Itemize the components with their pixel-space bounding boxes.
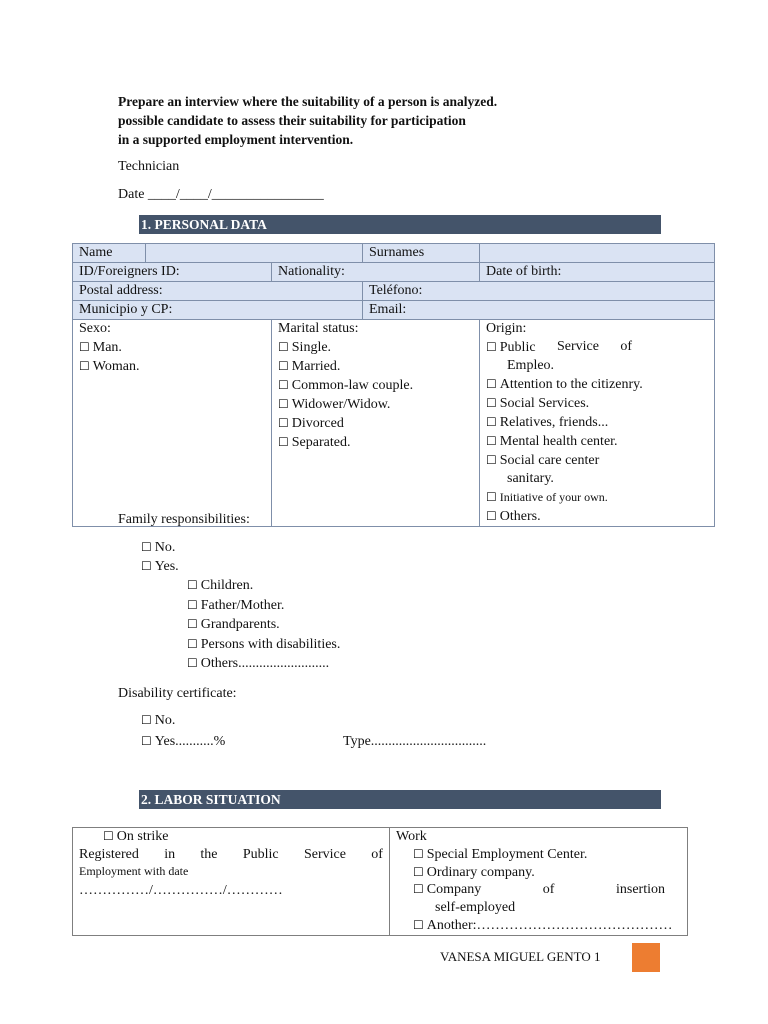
intro-line: possible candidate to assess their suitability for participation <box>118 113 466 128</box>
checkbox-icon[interactable]: ☐ <box>413 864 424 879</box>
checkbox-icon[interactable]: ☐ <box>79 359 90 373</box>
option-label: Grandparents. <box>200 617 280 632</box>
page-accent-box <box>632 943 660 972</box>
option-label: Yes...........% <box>154 734 226 749</box>
option-label: Service <box>556 339 599 354</box>
checkbox-option[interactable] <box>486 507 632 526</box>
option-label: Company <box>426 882 482 898</box>
checkbox-option[interactable] <box>141 713 175 729</box>
option-label: Mental health center. <box>499 434 618 449</box>
marital-cell <box>272 320 480 527</box>
option-label: Others.......................... <box>200 656 330 671</box>
intro-line: in a supported employment intervention. <box>118 132 354 147</box>
checkbox-option[interactable] <box>278 395 473 414</box>
checkbox-icon[interactable]: ☐ <box>278 340 289 354</box>
municipio-label: Municipio y CP: <box>73 301 363 320</box>
checkbox-option[interactable] <box>278 357 473 376</box>
intro-line: Prepare an interview where the suitability of a person is analyzed. <box>118 94 498 109</box>
checkbox-icon[interactable]: ☐ <box>187 637 198 651</box>
origin-label: Origin: <box>486 321 527 336</box>
checkbox-icon[interactable]: ☐ <box>413 917 424 932</box>
disability-label: Disability certificate: <box>118 686 237 701</box>
word: of <box>371 846 383 862</box>
checkbox-icon[interactable]: ☐ <box>141 559 152 573</box>
date-label: Date ____/____/________________ <box>118 187 324 202</box>
checkbox-option[interactable] <box>486 451 632 470</box>
technician-label: Technician <box>118 159 180 174</box>
checkbox-icon[interactable]: ☐ <box>187 617 198 631</box>
checkbox-option[interactable] <box>278 338 473 357</box>
checkbox-option[interactable] <box>278 414 473 433</box>
dob-label: Date of birth: <box>480 263 715 282</box>
word: the <box>200 846 218 862</box>
origin-cell <box>480 320 715 527</box>
option-label: Married. <box>291 359 341 374</box>
option-label: Children. <box>200 578 254 593</box>
email-label: Email: <box>363 301 715 320</box>
option-label: Special Employment Center. <box>426 846 588 862</box>
option-label: Public <box>499 340 536 355</box>
option-label: Divorced <box>291 416 344 431</box>
option-continuation: self-employed <box>435 900 516 916</box>
employment-with-date-label: Employment with date <box>79 863 189 878</box>
option-label: Woman. <box>92 359 140 374</box>
word: Service <box>303 846 346 862</box>
sex-label: Sexo: <box>79 321 111 336</box>
checkbox-icon[interactable]: ☐ <box>486 509 497 523</box>
option-label: Social care center <box>499 453 600 468</box>
checkbox-icon[interactable]: ☐ <box>103 829 114 843</box>
checkbox-option[interactable] <box>486 375 643 394</box>
checkbox-icon[interactable]: ☐ <box>187 578 198 592</box>
checkbox-icon[interactable]: ☐ <box>187 598 198 612</box>
option-label: Attention to the citizenry. <box>499 377 643 392</box>
option-label: Ordinary company. <box>426 864 535 880</box>
checkbox-option[interactable] <box>278 433 473 452</box>
checkbox-icon[interactable]: ☐ <box>486 490 497 504</box>
checkbox-option[interactable] <box>486 488 632 507</box>
phone-label: Teléfono: <box>363 282 715 301</box>
labor-situation-table <box>72 827 688 936</box>
word: Public <box>242 846 279 862</box>
option-label: Another:…………………………………… <box>426 917 673 933</box>
word: in <box>164 846 176 862</box>
footer-author: VANESA MIGUEL GENTO 1 <box>440 949 601 964</box>
option-continuation: Empleo. <box>507 358 555 373</box>
option-label: Others. <box>499 509 541 524</box>
option-label: Persons with disabilities. <box>200 637 341 652</box>
checkbox-icon[interactable]: ☐ <box>79 340 90 354</box>
checkbox-option[interactable] <box>396 917 681 935</box>
checkbox-option[interactable] <box>141 734 225 750</box>
checkbox-icon[interactable]: ☐ <box>278 416 289 430</box>
checkbox-option[interactable] <box>187 617 280 633</box>
option-label: No. <box>154 540 176 555</box>
option-label: Initiative of your own. <box>499 490 608 504</box>
intro-text <box>118 92 578 149</box>
postal-address-label: Postal address: <box>73 282 363 301</box>
option-label: insertion <box>615 882 665 898</box>
checkbox-icon[interactable]: ☐ <box>486 396 497 410</box>
checkbox-option[interactable] <box>141 540 175 556</box>
checkbox-icon[interactable]: ☐ <box>486 434 497 448</box>
section-labor-situation-title: 2. LABOR SITUATION <box>139 790 661 809</box>
checkbox-icon[interactable]: ☐ <box>486 453 497 467</box>
checkbox-option[interactable] <box>79 338 265 357</box>
surnames-label: Surnames <box>363 244 480 263</box>
checkbox-option[interactable] <box>187 656 329 672</box>
checkbox-option[interactable] <box>79 828 383 846</box>
family-label: Family responsibilities: <box>118 512 250 527</box>
checkbox-icon[interactable]: ☐ <box>413 882 424 897</box>
option-label: Separated. <box>291 435 351 450</box>
checkbox-icon[interactable]: ☐ <box>413 846 424 861</box>
checkbox-icon[interactable]: ☐ <box>486 340 497 354</box>
option-label: Yes. <box>154 559 179 574</box>
personal-data-table <box>72 243 715 527</box>
option-label: of <box>620 339 632 354</box>
checkbox-option[interactable] <box>486 432 632 451</box>
checkbox-option[interactable] <box>486 394 632 413</box>
option-label: Relatives, friends... <box>499 415 609 430</box>
nationality-label: Nationality: <box>272 263 480 282</box>
checkbox-icon[interactable]: ☐ <box>141 713 152 727</box>
checkbox-option[interactable] <box>396 846 681 864</box>
option-label: No. <box>154 713 176 728</box>
checkbox-option[interactable] <box>141 559 179 575</box>
checkbox-icon[interactable]: ☐ <box>278 435 289 449</box>
option-label: of <box>542 882 555 898</box>
checkbox-icon[interactable]: ☐ <box>486 415 497 429</box>
checkbox-icon[interactable]: ☐ <box>278 378 289 392</box>
sex-cell <box>73 320 272 527</box>
option-label: Common-law couple. <box>291 378 414 393</box>
checkbox-option[interactable] <box>486 413 632 432</box>
checkbox-icon[interactable]: ☐ <box>187 656 198 670</box>
checkbox-icon[interactable]: ☐ <box>141 734 152 748</box>
section-personal-data-title: 1. PERSONAL DATA <box>139 215 661 234</box>
option-label: Father/Mother. <box>200 598 285 613</box>
checkbox-icon[interactable]: ☐ <box>486 377 497 391</box>
checkbox-option[interactable] <box>396 881 681 899</box>
marital-label: Marital status: <box>278 321 359 336</box>
checkbox-option[interactable] <box>187 578 253 594</box>
checkbox-option[interactable] <box>396 864 681 882</box>
checkbox-option[interactable] <box>486 338 632 357</box>
id-label: ID/Foreigners ID: <box>73 263 272 282</box>
word: Registered <box>79 846 139 862</box>
work-cell <box>390 828 688 936</box>
checkbox-option[interactable] <box>79 357 265 376</box>
disability-type-field[interactable]: Type................................. <box>343 734 487 749</box>
checkbox-icon[interactable]: ☐ <box>141 540 152 554</box>
checkbox-icon[interactable]: ☐ <box>278 397 289 411</box>
name-field[interactable] <box>146 244 363 263</box>
checkbox-option[interactable] <box>187 598 284 614</box>
registration-cell <box>73 828 390 936</box>
option-continuation: sanitary. <box>507 471 554 486</box>
checkbox-icon[interactable]: ☐ <box>278 359 289 373</box>
option-label: Social Services. <box>499 396 590 411</box>
registered-line <box>79 846 383 864</box>
surnames-field[interactable] <box>480 244 715 263</box>
checkbox-option[interactable] <box>187 637 340 653</box>
option-label: Man. <box>92 340 122 355</box>
option-label: On strike <box>116 829 169 844</box>
work-label: Work <box>396 829 427 844</box>
checkbox-option[interactable] <box>278 376 473 395</box>
registration-date-field[interactable]: ……………/……………/………… <box>79 882 283 898</box>
option-label: Widower/Widow. <box>291 397 391 412</box>
name-label: Name <box>73 244 146 263</box>
option-label: Single. <box>291 340 332 355</box>
